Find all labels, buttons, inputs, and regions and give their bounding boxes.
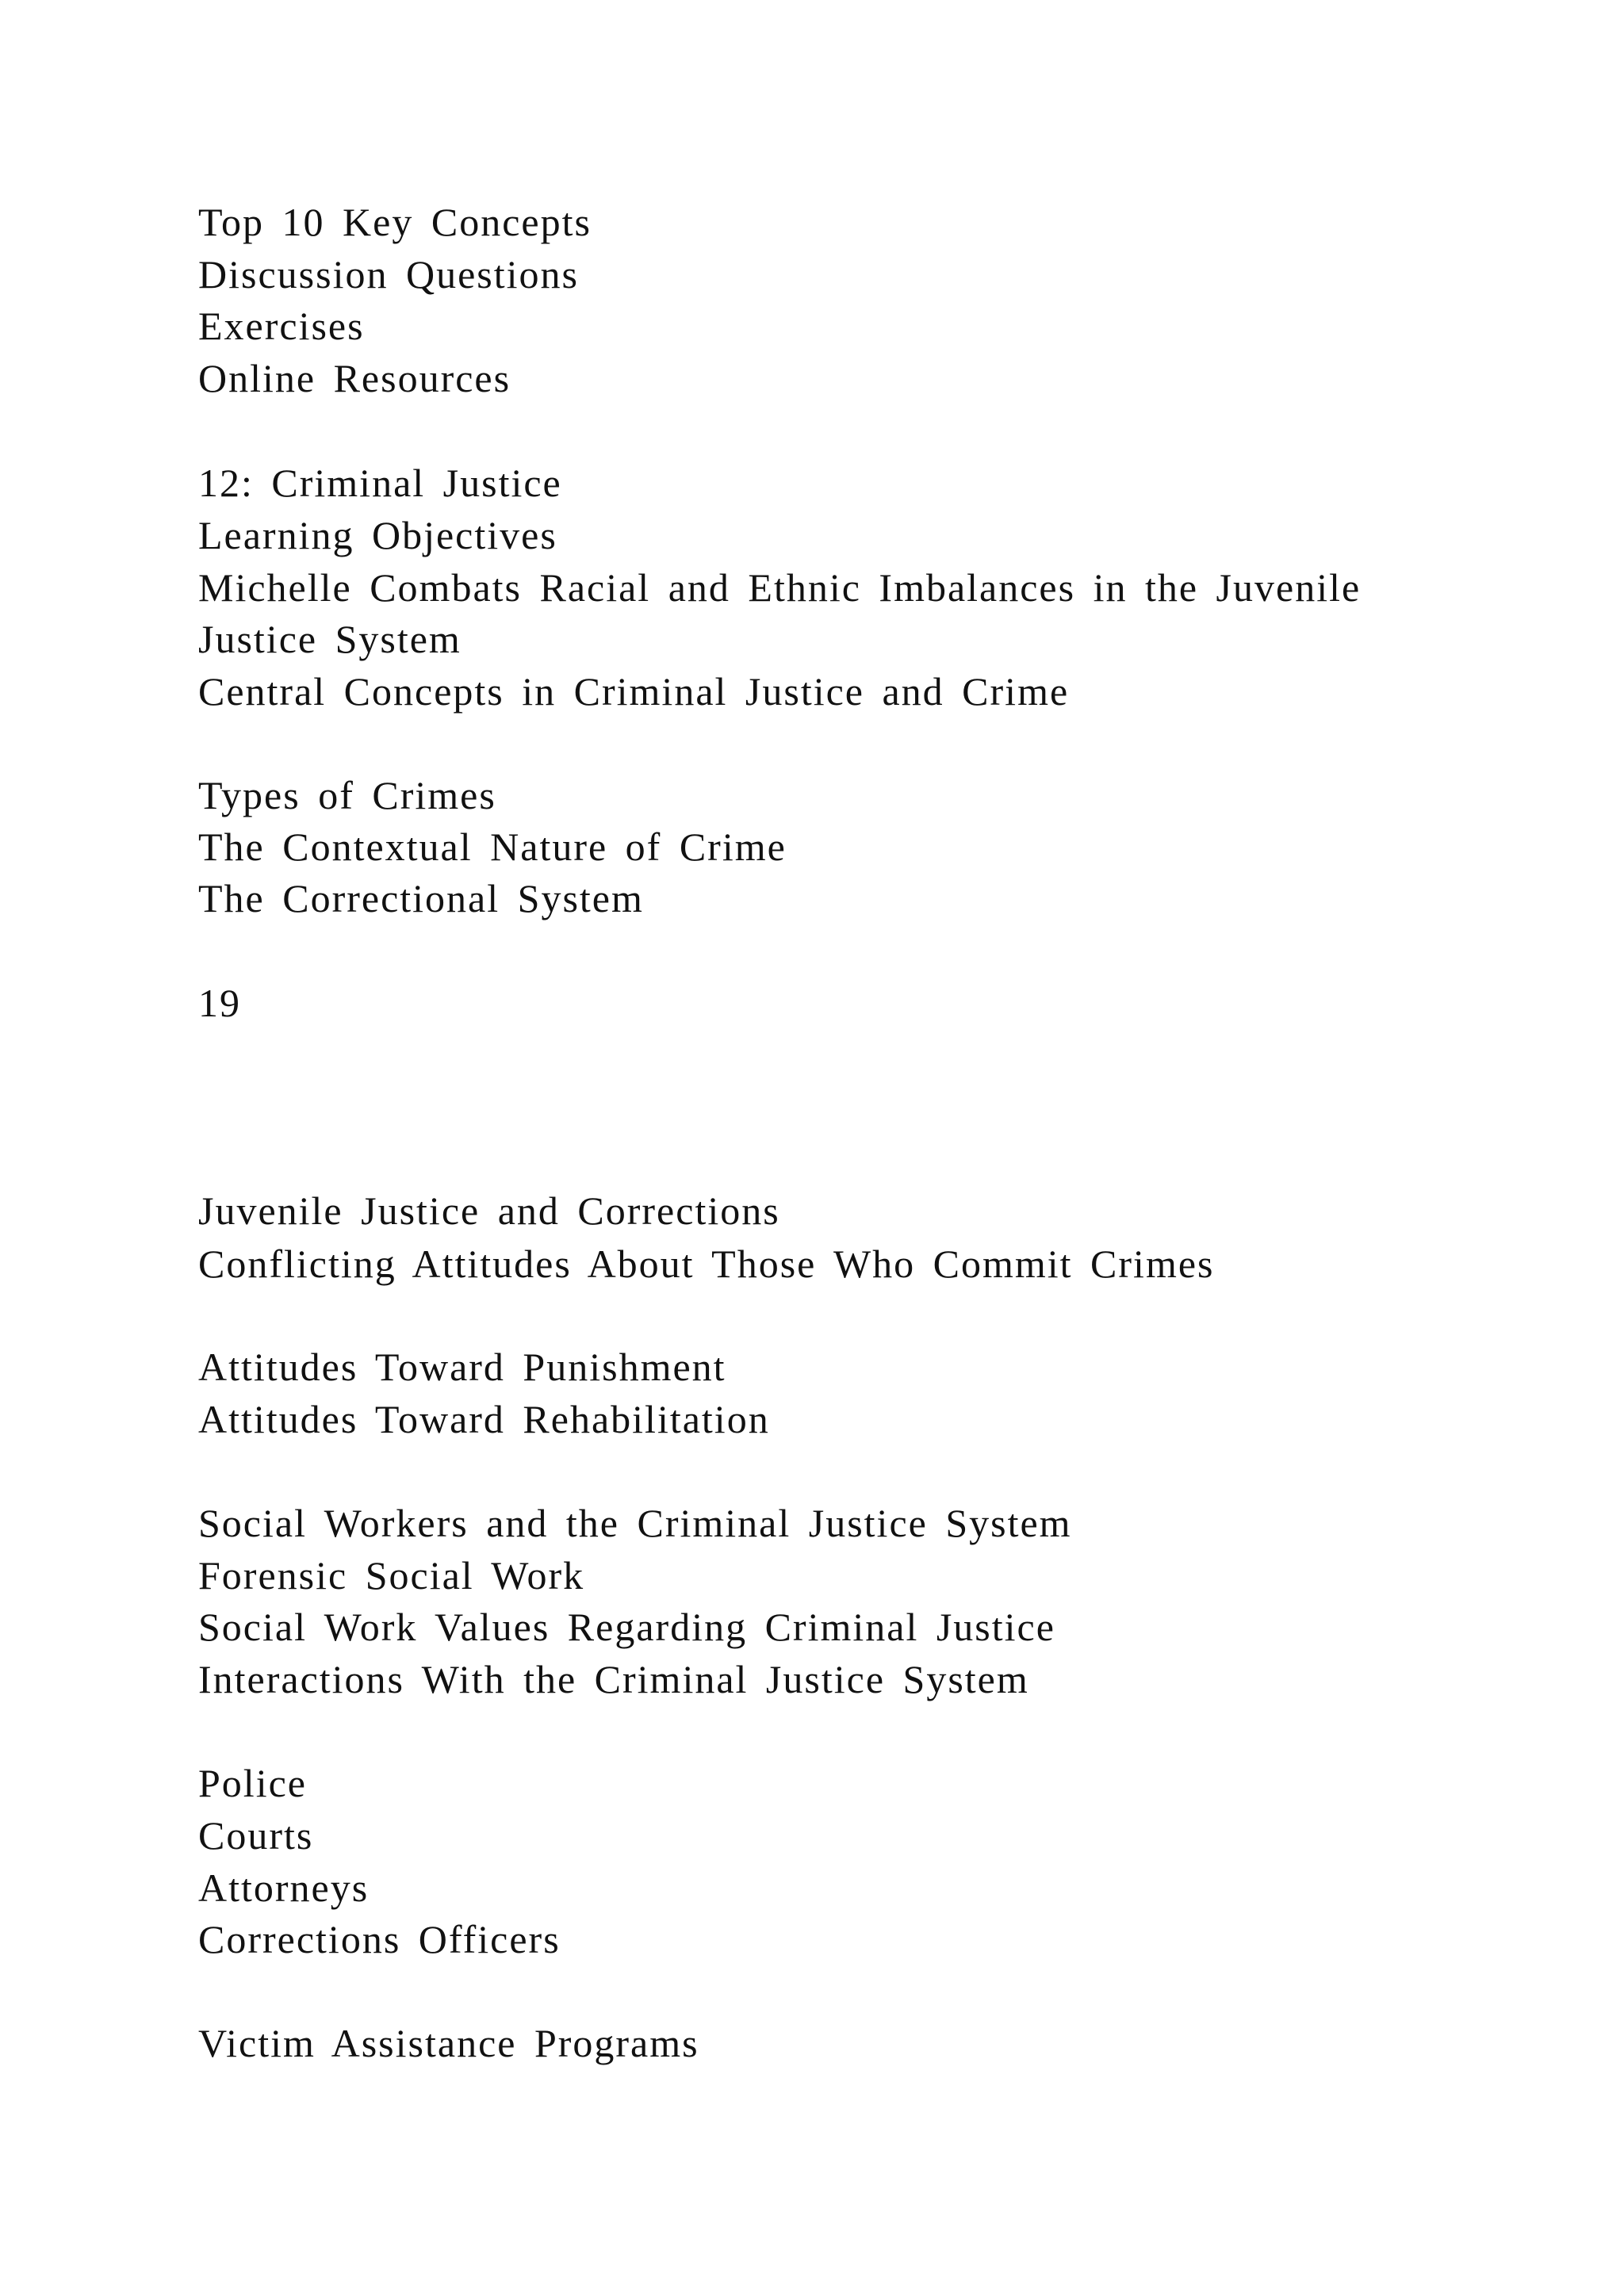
toc-line-top-10-key-concepts: Top 10 Key Concepts	[198, 200, 592, 244]
toc-line-exercises: Exercises	[198, 304, 365, 348]
toc-line-attorneys: Attorneys	[198, 1866, 370, 1910]
toc-line-juvenile-justice: Juvenile Justice and Corrections	[198, 1188, 780, 1233]
toc-line-types-of-crimes: Types of Crimes	[198, 773, 496, 817]
toc-line-victim-assistance: Victim Assistance Programs	[198, 2021, 699, 2065]
toc-line-police: Police	[198, 1761, 307, 1805]
toc-line-social-workers: Social Workers and the Criminal Justice System	[198, 1501, 1072, 1545]
toc-line-correctional-system: The Correctional System	[198, 876, 644, 920]
toc-line-interactions: Interactions With the Criminal Justice System	[198, 1657, 1029, 1701]
toc-line-justice-system: Justice System	[198, 617, 462, 661]
toc-line-discussion-questions: Discussion Questions	[198, 252, 579, 297]
page-number: 19	[198, 981, 241, 1025]
toc-line-forensic-social-work: Forensic Social Work	[198, 1553, 585, 1598]
toc-line-central-concepts: Central Concepts in Criminal Justice and Crime	[198, 669, 1070, 714]
chapter-heading-criminal-justice: 12: Criminal Justice	[198, 461, 562, 505]
toc-line-learning-objectives: Learning Objectives	[198, 513, 557, 557]
toc-line-corrections-officers: Corrections Officers	[198, 1917, 561, 1961]
toc-line-michelle-combats: Michelle Combats Racial and Ethnic Imbalances in the Juvenile	[198, 565, 1362, 610]
toc-line-courts: Courts	[198, 1813, 314, 1858]
toc-line-conflicting-attitudes: Conflicting Attitudes About Those Who Commit Crimes	[198, 1242, 1215, 1286]
toc-line-online-resources: Online Resources	[198, 356, 511, 400]
toc-line-contextual-nature: The Contextual Nature of Crime	[198, 825, 787, 869]
toc-line-attitudes-rehabilitation: Attitudes Toward Rehabilitation	[198, 1397, 770, 1441]
toc-line-attitudes-punishment: Attitudes Toward Punishment	[198, 1345, 726, 1389]
toc-line-social-work-values: Social Work Values Regarding Criminal Justice	[198, 1605, 1055, 1649]
